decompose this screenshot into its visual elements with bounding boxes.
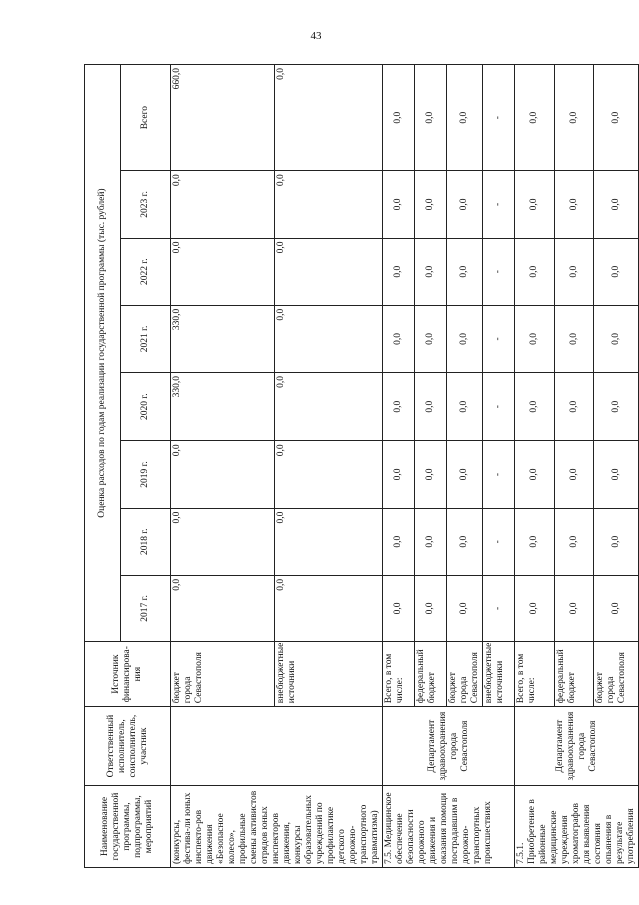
header-name: Наименование государственной программы, подпрограммы, мероприятий <box>85 786 171 868</box>
value-cell: 0,0 <box>447 508 483 575</box>
value-cell: 0,0 <box>415 508 447 575</box>
table-row <box>171 65 275 868</box>
value-cell: 0,0 <box>415 238 447 305</box>
value-cell: 0,0 <box>515 508 555 575</box>
source-cell: бюджет города Севастополя <box>447 642 483 707</box>
value-cell: 0,0 <box>554 171 594 238</box>
value-cell: 0,0 <box>383 441 415 508</box>
value-cell: 0,0 <box>594 65 639 171</box>
source-cell: внебюджетные источники <box>274 642 382 707</box>
page-number: 43 <box>310 30 322 42</box>
header-responsible: Ответственный исполнитель, соисполнитель, участник <box>85 707 171 786</box>
responsible-cell <box>171 707 383 786</box>
value-cell: 0,0 <box>594 171 639 238</box>
value-cell: - <box>483 373 515 441</box>
header-year: 2019 г. <box>121 441 171 508</box>
value-cell: 0,0 <box>554 441 594 508</box>
value-cell: - <box>483 575 515 641</box>
responsible-cell: Департамент здравоохранения города Севастополя <box>383 707 515 786</box>
value-cell: 0,0 <box>274 575 382 641</box>
value-cell: 0,0 <box>383 171 415 238</box>
value-cell: 0,0 <box>274 441 382 508</box>
value-cell: 0,0 <box>274 238 382 305</box>
value-cell: 0,0 <box>171 508 275 575</box>
value-cell: 0,0 <box>383 305 415 372</box>
value-cell: 660,0 <box>171 65 275 171</box>
header-year: 2021 г. <box>121 305 171 372</box>
value-cell: 0,0 <box>554 575 594 641</box>
value-cell: 0,0 <box>594 305 639 372</box>
value-cell: 0,0 <box>415 171 447 238</box>
source-cell: федеральный бюджет <box>554 642 594 707</box>
value-cell: 0,0 <box>594 508 639 575</box>
value-cell: 0,0 <box>274 305 382 372</box>
value-cell: 0,0 <box>515 575 555 641</box>
table-row <box>515 65 555 868</box>
source-cell: Всего, в том числе: <box>383 642 415 707</box>
value-cell: 0,0 <box>515 238 555 305</box>
header-year: 2018 г. <box>121 508 171 575</box>
value-cell: 0,0 <box>515 171 555 238</box>
source-cell: бюджет города Севастополя <box>594 642 639 707</box>
value-cell: 0,0 <box>594 373 639 441</box>
value-cell: 0,0 <box>515 373 555 441</box>
source-cell: внебюджетные источники <box>483 642 515 707</box>
value-cell: 0,0 <box>515 65 555 171</box>
header-year: 2023 г. <box>121 171 171 238</box>
value-cell: 0,0 <box>554 508 594 575</box>
value-cell: 0,0 <box>447 238 483 305</box>
header-total: Всего <box>121 65 171 171</box>
value-cell: 0,0 <box>554 305 594 372</box>
source-cell: Всего, в том числе: <box>515 642 555 707</box>
value-cell: - <box>483 441 515 508</box>
value-cell: 0,0 <box>447 575 483 641</box>
value-cell: 0,0 <box>594 441 639 508</box>
value-cell: 0,0 <box>171 171 275 238</box>
source-cell: федеральный бюджет <box>415 642 447 707</box>
value-cell: 0,0 <box>554 373 594 441</box>
value-cell: - <box>483 238 515 305</box>
value-cell: 0,0 <box>415 305 447 372</box>
value-cell: 0,0 <box>274 508 382 575</box>
source-cell: бюджет города Севастополя <box>171 642 275 707</box>
value-cell: 0,0 <box>274 171 382 238</box>
table-container <box>84 64 636 868</box>
value-cell: - <box>483 305 515 372</box>
value-cell: 0,0 <box>274 65 382 171</box>
value-cell: 0,0 <box>383 575 415 641</box>
value-cell: 0,0 <box>447 305 483 372</box>
table-row <box>383 65 415 868</box>
value-cell: 0,0 <box>383 238 415 305</box>
value-cell: 0,0 <box>415 575 447 641</box>
value-cell: 0,0 <box>447 171 483 238</box>
value-cell: 330,0 <box>171 305 275 372</box>
value-cell: 330,0 <box>171 373 275 441</box>
value-cell: 0,0 <box>447 65 483 171</box>
measure-name: 7.5. Медицинское обеспечение безопасности дорожного движения и оказания помощи пострадавшим в дорожно-транспортных происшествиях <box>383 786 515 868</box>
value-cell: 0,0 <box>274 373 382 441</box>
value-cell: - <box>483 508 515 575</box>
value-cell: 0,0 <box>383 508 415 575</box>
value-cell: 0,0 <box>447 441 483 508</box>
value-cell: 0,0 <box>415 441 447 508</box>
value-cell: 0,0 <box>171 238 275 305</box>
measure-name: (конкурсы, фестива-ли юных инспекто-ров движения «Безопасное колесо», профильные смены активистов отрядов юных инспекторов движения, конкурсы образовательных учреждений по профилактике детского дорожно-транспортного травматизма) <box>171 786 383 868</box>
value-cell: 0,0 <box>415 65 447 171</box>
value-cell: 0,0 <box>383 373 415 441</box>
value-cell: 0,0 <box>383 65 415 171</box>
value-cell: 0,0 <box>447 373 483 441</box>
header-source: Источник финансирова-ния <box>85 642 171 707</box>
header-year: 2017 г. <box>121 575 171 641</box>
value-cell: 0,0 <box>594 575 639 641</box>
header-estimate: Оценка расходов по годам реализации государственной программы (тыс. рублей) <box>85 65 121 642</box>
value-cell: 0,0 <box>415 373 447 441</box>
value-cell: 0,0 <box>554 238 594 305</box>
measure-name: 7.5.1. Приобретение в районные медицинские учреждения хроматографов для выявления состояния опьянения в результате употребления <box>515 786 639 868</box>
responsible-cell: Департамент здравоохранения города Севастополя <box>515 707 639 786</box>
value-cell: - <box>483 171 515 238</box>
financing-table <box>84 64 639 868</box>
value-cell: 0,0 <box>515 305 555 372</box>
value-cell: 0,0 <box>515 441 555 508</box>
value-cell: 0,0 <box>171 441 275 508</box>
header-year: 2020 г. <box>121 373 171 441</box>
rotated-table-frame <box>84 64 636 868</box>
header-year: 2022 г. <box>121 238 171 305</box>
value-cell: - <box>483 65 515 171</box>
value-cell: 0,0 <box>594 238 639 305</box>
value-cell: 0,0 <box>554 65 594 171</box>
value-cell: 0,0 <box>171 575 275 641</box>
